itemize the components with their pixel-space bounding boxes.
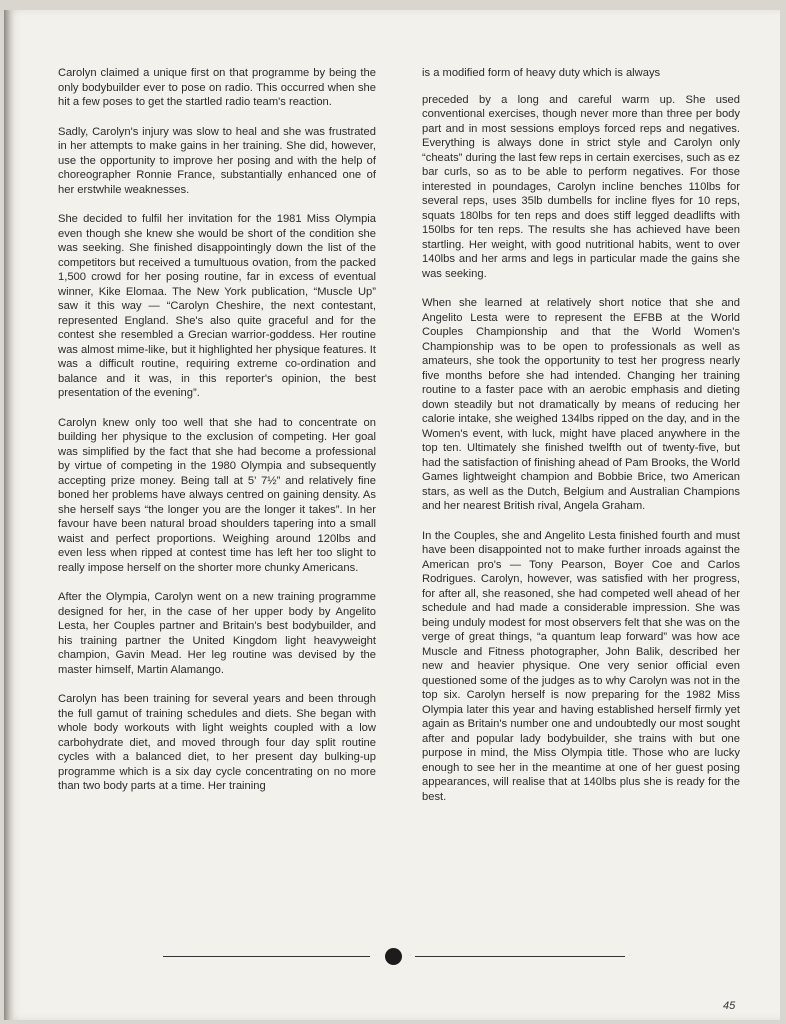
paragraph: After the Olympia, Carolyn went on a new training programme designed for her, in the case of her upper body by Angelito Lesta, her Couples partner and Britain's best bodybuilder, and his training partner the United Kingdom light heavyweight champion, Gavin Mead. Her leg routine was devised by the master himself, Martin Alamango. — [58, 591, 376, 676]
footer-divider-left — [163, 956, 370, 957]
footer-divider-right — [415, 956, 625, 957]
binding-shadow — [4, 10, 14, 1020]
left-column — [58, 66, 376, 809]
end-of-article-dot — [385, 948, 402, 965]
paragraph: She decided to fulfil her invitation for the 1981 Miss Olympia even though she knew she would be short of the condition she was seeking. She finished disappointingly down the list of the competitors but received a tumultuous ovation, from the packed 1,500 crowd for her posing routine, far in excess of eventual winner, Kike Elomaa. The New York publication, “Muscle Up” saw it this way — “Carolyn Cheshire, the next contestant, represented England. She's also quite graceful and for the contest she resembled a Grecian warrior-goddess. Her routine was almost mime-like, but it highlighted her physique features. It was a difficult routine, requiring extreme co-ordination and balance and it was, in this reporter's opinion, the best presentation of the evening”. — [58, 213, 376, 399]
paragraph: In the Couples, she and Angelito Lesta finished fourth and must have been disappointed not to make further inroads against the American pro's — Tony Pearson, Boyer Coe and Carlos Rodrigues. Carolyn, however, was satisfied with her progress, for after all, she reasoned, she had competed well ahead of her schedule and had made a considerable impression. She was being unduly modest for most observers felt that she was on the verge of great things, “a quantum leap forward” was how ace Muscle and Fitness photographer, John Balik, described her new and heavier physique. One very senior official even questioned some of the judges as to why Carolyn was not in the top six. Carolyn herself is now preparing for the 1982 Miss Olympia later this year and having established herself firmly yet again as Britain's number one and undoubtedly our most sought after and popular lady bodybuilder, she trains with but one purpose in mind, the Miss Olympia title. Those who are lucky enough to see her in the meantime at one of her guest posing appearances, will realise that at 140lbs plus she is ready for the best. — [422, 529, 740, 803]
right-column — [422, 66, 740, 819]
paragraph: Carolyn knew only too well that she had to concentrate on building her physique to the exclusion of competing. Her goal was simplified by the fact that she had become a professional by virtue of competing in the 1980 Olympia and subsequently accepting prize money. Being tall at 5’ 7½” and relatively fine boned her problems have always centred on gaining density. As she herself says “the longer you are the longer it takes”. In her favour have been natural broad shoulders tapering into a small waist and perfect proportions. Weighing around 120lbs and even less when ripped at contest time has left her too slight to really impose herself on the shorter more chunky Americans. — [58, 416, 376, 574]
paragraph: When she learned at relatively short notice that she and Angelito Lesta were to represent the EFBB at the World Couples Championship and that the World Women's Championship was to be open to professionals as well as amateurs, she took the opportunity to test her progress nearly five months before she had intended. Changing her training routine to a faster pace with an aerobic emphasis and dieting down steadily but not dramatically by means of reducing her calorie intake, she weighed 134lbs ripped on the day, and in the Women's event, with luck, might have placed anywhere in the top ten. Ultimately she finished twelfth out of twenty-five, but had the satisfaction of finishing ahead of Pam Brooks, the World Games lightweight champion and Bobbie Brice, two American stars, as well as the Dutch, Belgium and Australian Champions and her nearest British rival, Angela Graham. — [422, 297, 740, 512]
paragraph: preceded by a long and careful warm up. She used conventional exercises, though never more than three per body part and in most sessions employs forced reps and negatives. Everything is always done in strict style and Carolyn only “cheats” during the last few reps in certain exercises, such as ez bar curls, so as to be able to perform negatives. For those interested in poundages, Carolyn incline benches 110lbs for several reps, uses 35lb dumbells for incline flyes for 10 reps, squats 180lbs for ten reps and does stiff legged deadlifts with 150lbs for ten reps. The results she has achieved have been startling. Her weight, with good nutritional habits, went to over 140lbs and her arms and legs in particular made the gains she was seeking. — [422, 93, 740, 280]
paragraph: Carolyn claimed a unique first on that programme by being the only bodybuilder ever to pose on radio. This occurred when she hit a few poses to get the startled radio team's reaction. — [58, 67, 376, 108]
paragraph: Carolyn has been training for several years and been through the full gamut of training schedules and diets. She began with whole body workouts with light weights coupled with a low carbohydrate diet, and moved through four day split routine cycles with a balanced diet, to her present day bulking-up programme which is a six day cycle concentrating on no more than two body parts at a time. Her training — [58, 693, 376, 792]
paragraph: is a modified form of heavy duty which is always — [422, 67, 661, 79]
page-number: 45 — [723, 1000, 736, 1012]
paragraph: Sadly, Carolyn's injury was slow to heal and she was frustrated in her attempts to make gains in her training. She did, however, use the opportunity to improve her posing and with the help of choreographer Ronnie France, substantially enhanced one of her erstwhile weaknesses. — [58, 125, 376, 196]
